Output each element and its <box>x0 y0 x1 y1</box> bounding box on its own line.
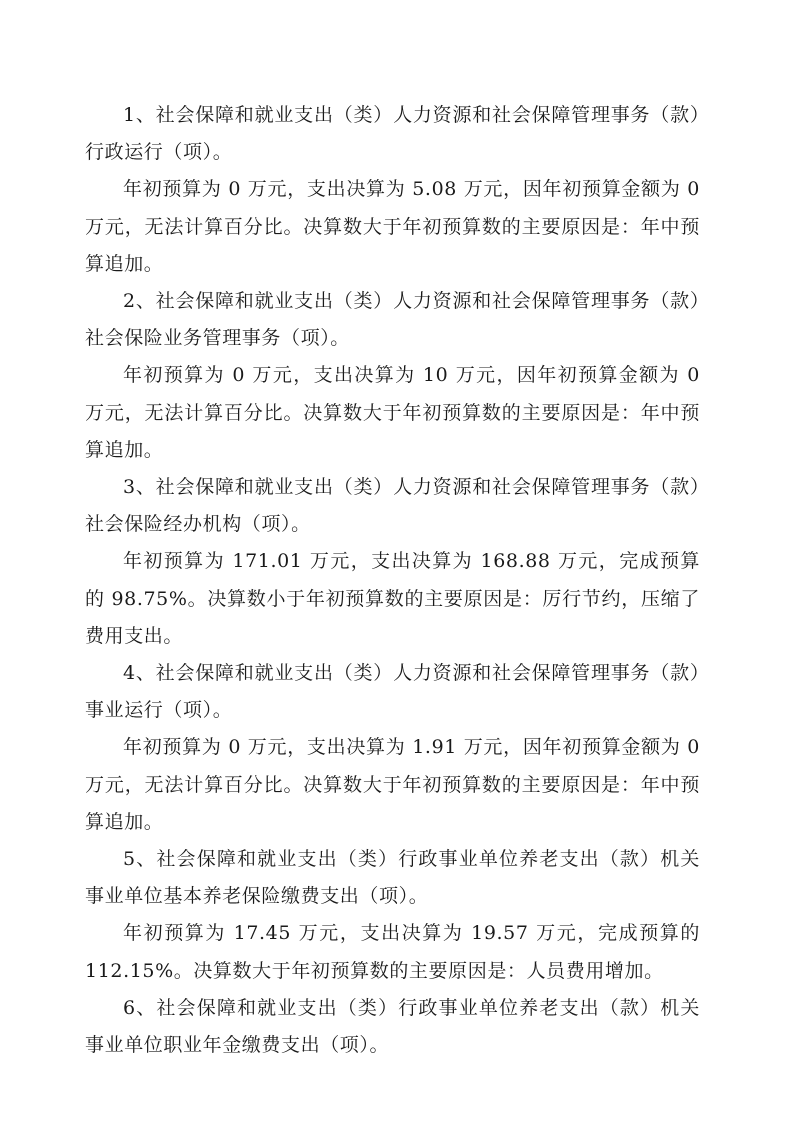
section-3-heading: 3、社会保障和就业支出（类）人力资源和社会保障管理事务（款）社会保险经办机构（项）。 <box>85 476 700 536</box>
section-2-body: 年初预算为 0 万元，支出决算为 10 万元，因年初预算金额为 0 万元，无法计算百分比。决算数大于年初预算数的主要原因是：年中预算追加。 <box>85 364 700 461</box>
section-3-body: 年初预算为 171.01 万元，支出决算为 168.88 万元，完成预算的 98.75%。决算数小于年初预算数的主要原因是：厉行节约，压缩了费用支出。 <box>85 550 700 647</box>
section-4-body: 年初预算为 0 万元，支出决算为 1.91 万元，因年初预算金额为 0 万元，无法计算百分比。决算数大于年初预算数的主要原因是：年中预算追加。 <box>85 736 700 833</box>
section-4-heading: 4、社会保障和就业支出（类）人力资源和社会保障管理事务（款）事业运行（项）。 <box>85 662 700 722</box>
section-5-heading: 5、社会保障和就业支出（类）行政事业单位养老支出（款）机关事业单位基本养老保险缴费支出（项）。 <box>85 848 700 908</box>
section-6-heading: 6、社会保障和就业支出（类）行政事业单位养老支出（款）机关事业单位职业年金缴费支出（项）。 <box>85 996 700 1057</box>
section-1-body: 年初预算为 0 万元，支出决算为 5.08 万元，因年初预算金额为 0 万元，无法计算百分比。决算数大于年初预算数的主要原因是：年中预算追加。 <box>85 178 700 275</box>
section-1-heading: 1、社会保障和就业支出（类）人力资源和社会保障管理事务（款）行政运行（项）。 <box>85 104 700 164</box>
document-body <box>85 97 700 1064</box>
section-5-body: 年初预算为 17.45 万元，支出决算为 19.57 万元，完成预算的 112.15%。决算数大于年初预算数的主要原因是：人员费用增加。 <box>85 922 700 982</box>
section-2-heading: 2、社会保障和就业支出（类）人力资源和社会保障管理事务（款）社会保险业务管理事务（项）。 <box>85 290 700 350</box>
